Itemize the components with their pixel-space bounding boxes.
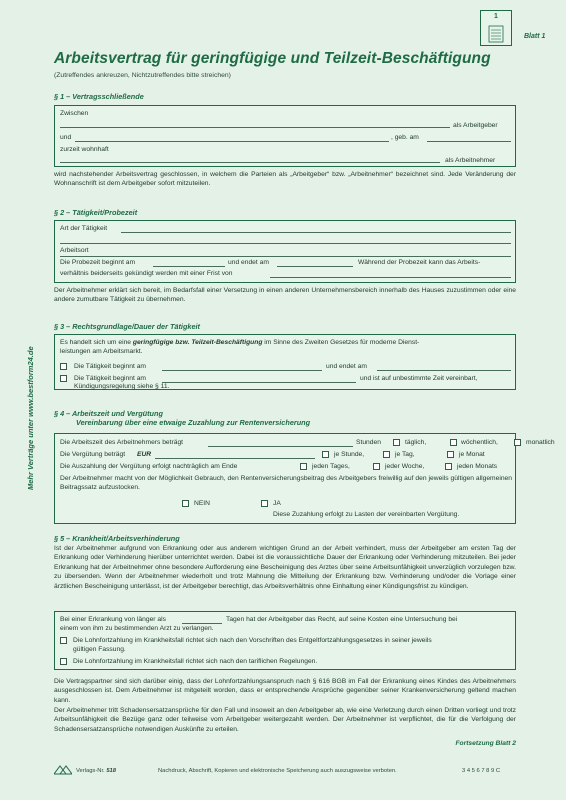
side-advert-text: Mehr Verträge unter www.bestform24.de bbox=[26, 346, 35, 490]
end-date-line[interactable] bbox=[377, 370, 511, 371]
label-waehrend-probezeit: Während der Probezeit kann das Arbeits- bbox=[358, 259, 481, 266]
label-untersuchung: Tagen hat der Arbeitgeber das Recht, auf seine Kosten eine Untersuchung bei bbox=[226, 616, 458, 623]
label-arbeitszeit: Die Arbeitszeit des Arbeitnehmers beträgt bbox=[60, 439, 184, 446]
working-hours-line[interactable] bbox=[208, 446, 353, 447]
label-taeglich: täglich, bbox=[405, 439, 427, 446]
employer-name-line[interactable] bbox=[60, 127, 450, 128]
wage-amount-line[interactable] bbox=[155, 458, 315, 459]
section-3-heading: § 3 – Rechtsgrundlage/Dauer der Tätigkeit bbox=[54, 322, 200, 331]
checkbox-taeglich[interactable] bbox=[393, 439, 400, 446]
label-stunden: Stunden bbox=[356, 439, 381, 446]
label-und-endet-am: und endet am bbox=[228, 259, 269, 266]
section-1-text: wird nachstehender Arbeitsvertrag geschlossen, in welchem die Parteien als „Arbeitgeber“ bzw. „Arbeitnehmer“ bezeichnet sind. Jede Veränderung der Wohnanschrift ist dem Arbeitgeber sofort mitzuteilen. bbox=[54, 171, 516, 188]
activity-line-2[interactable] bbox=[60, 243, 511, 244]
section-5-paragraph-2: Die Vertragspartner sind sich darüber einig, dass der Lohnfortzahlungsanspruch nach § 616 BGB im Fall der Erkrankung eines Kindes des Arbeitnehmers ausgeschlossen ist. Dem Arbeitnehmer ist mitgeteilt worden, dass er entsprechende Ansprüche gegenüber seiner Krankenversicherung geltend machen kann. bbox=[54, 678, 516, 704]
label-unbestimmte-zeit: und ist auf unbestimmte Zeit vereinbart, bbox=[360, 375, 478, 382]
checkbox-nein[interactable] bbox=[182, 500, 189, 507]
label-auszahlung: Die Auszahlung der Vergütung erfolgt nachträglich am Ende bbox=[60, 463, 238, 470]
label-zuzahlung: Diese Zuzahlung erfolgt zu Lasten der vereinbarten Vergütung. bbox=[273, 511, 460, 518]
label-jeden-monats: jeden Monats bbox=[457, 463, 498, 470]
label-ja: JA bbox=[273, 500, 281, 507]
checkbox-entgeltfortzahlungsgesetz[interactable] bbox=[60, 637, 67, 644]
label-als-arbeitgeber: als Arbeitgeber bbox=[453, 122, 498, 129]
activity-line[interactable] bbox=[121, 232, 511, 233]
label-taetigkeit-beginnt-1: Die Tätigkeit beginnt am bbox=[74, 363, 146, 370]
section-5-heading: § 5 – Krankheit/Arbeitsverhinderung bbox=[54, 534, 180, 543]
probation-start-line[interactable] bbox=[153, 266, 225, 267]
checkbox-jeder-woche[interactable] bbox=[373, 463, 380, 470]
section-4-heading: § 4 – Arbeitszeit und Vergütung bbox=[54, 409, 163, 418]
checkbox-befristet[interactable] bbox=[60, 363, 67, 370]
footer-verlag bbox=[76, 768, 116, 774]
label-zurzeit-wohnhaft: zurzeit wohnhaft bbox=[60, 146, 109, 153]
label-rentenversicherung: Der Arbeitnehmer macht von der Möglichkeit Gebrauch, den Rentenversicherungsbeitrag des Arbeitgebers freiwillig auf den jeweils gültigen allgemeinen Beitragssatz aufzustocken. bbox=[60, 475, 512, 492]
notice-period-line[interactable] bbox=[270, 277, 511, 278]
page-subtitle: (Zutreffendes ankreuzen, Nichtzutreffendes bitte streichen) bbox=[54, 72, 231, 79]
label-je-tag: je Tag, bbox=[395, 451, 415, 458]
section-1-heading: § 1 – Vertragsschließende bbox=[54, 92, 144, 101]
section-4-subheading: Vereinbarung über eine etwaige Zuzahlung zur Rentenversicherung bbox=[76, 418, 311, 427]
section-2-heading: § 2 – Tätigkeit/Probezeit bbox=[54, 208, 138, 217]
continued-note: Fortsetzung Blatt 2 bbox=[455, 740, 516, 747]
checkbox-jeden-monats[interactable] bbox=[445, 463, 452, 470]
section-2-text: Der Arbeitnehmer erklärt sich bereit, im Bedarfsfall einer Versetzung in einen anderen Unternehmensbereich innerhalb des Hauses zuzustimmen oder eine andere zumutbare Tätigkeit zu übernehmen. bbox=[54, 287, 516, 304]
label-monatlich: monatlich bbox=[526, 439, 555, 446]
sheet-label: Blatt 1 bbox=[524, 33, 546, 40]
footer-verlag-label: Verlags-Nr. bbox=[76, 768, 105, 774]
publisher-logo-icon bbox=[54, 765, 72, 775]
checkbox-monatlich[interactable] bbox=[514, 439, 521, 446]
label-kuendigungsfrist: verhältnis beiderseits gekündigt werden mit einer Frist von bbox=[60, 270, 233, 277]
checkbox-je-monat[interactable] bbox=[447, 451, 454, 458]
label-und: und bbox=[60, 134, 72, 141]
section-5-paragraph-3: Der Arbeitnehmer tritt Schadensersatzansprüche für den Fall und insoweit an den Arbeitgeber ab, wie eine Verletzung durch einen Dritten vorliegt und trotz Arbeitsunfähigkeit die Bezüge ganz oder teilweise vom Arbeitgeber weitergezahlt werden. Der Arbeitnehmer ist verpflichtet, die für die Verfolgung der Schadensersatzansprüche notwendigen Auskünfte zu erteilen. bbox=[54, 707, 516, 733]
label-als-arbeitnehmer: als Arbeitnehmer bbox=[445, 157, 496, 164]
label-art-der-taetigkeit: Art der Tätigkeit bbox=[60, 225, 108, 232]
checkbox-je-tag[interactable] bbox=[383, 451, 390, 458]
section-5-paragraph-1: Ist der Arbeitnehmer aufgrund von Erkrankung oder aus anderem wichtigen Grund an der Arbeit verhindert, muss der Arbeitgeber am ersten Tag der Erkrankung oder Verhinderung hierüber unterrichtet werden. Dabei ist die voraussichtliche Dauer der Erkrankung oder Verhinderung mitzuteilen. Bei jeder Erkrankung hat der Arbeitnehmer ohne besondere Aufforderung eine Bescheinigung des Arztes über seine Arbeitsunfähigkeit unverzüglich vorzulegen bzw. zu übersenden. Wenn der Arbeitnehmer wiederholt und trotz Mahnung die Mitteilung der Erkrankung bzw. Verhinderung und/oder die Vorlage einer ärztlichen Bescheinigung unterlässt, ist der Arbeitgeber berechtigt, das Arbeitsverhältnis ohne Einhaltung einer Kündigungsfrist zu kündigen. bbox=[54, 545, 516, 590]
label-erkrankung-laenger: Bei einer Erkrankung von länger als bbox=[60, 616, 166, 623]
label-geb-am: , geb. am bbox=[391, 134, 419, 141]
checkbox-tariflich[interactable] bbox=[60, 658, 67, 665]
label-je-monat: je Monat bbox=[459, 451, 485, 458]
start-date-line-2[interactable] bbox=[162, 382, 356, 383]
section-3-line-1a: Es handelt sich um eine bbox=[60, 339, 132, 346]
label-probezeit-beginnt: Die Probezeit beginnt am bbox=[60, 259, 136, 266]
workplace-line[interactable] bbox=[60, 256, 511, 257]
label-jeder-woche: jeder Woche, bbox=[385, 463, 425, 470]
page-title: Arbeitsvertrag für geringfügige und Teilzeit-Beschäftigung bbox=[54, 50, 491, 67]
label-jeden-tages: jeden Tages, bbox=[312, 463, 350, 470]
footer-code: 3 4 5 6 7 8 9 C bbox=[462, 768, 501, 774]
label-gueltige-fassung: gültigen Fassung. bbox=[73, 646, 126, 653]
label-verguetung: Die Vergütung beträgt bbox=[60, 451, 126, 458]
employee-name-line[interactable] bbox=[75, 141, 389, 142]
footer-copyright: Nachdruck, Abschrift, Kopieren und elektronische Speicherung auch auszugsweise verboten. bbox=[158, 768, 397, 774]
label-taetigkeit-beginnt-2: Die Tätigkeit beginnt am bbox=[74, 375, 146, 382]
checkbox-je-stunde[interactable] bbox=[322, 451, 329, 458]
checkbox-unbefristet[interactable] bbox=[60, 375, 67, 382]
label-lohnfortzahlung-gesetz: Die Lohnfortzahlung im Krankheitsfall richtet sich nach den Vorschriften des Entgeltfortzahlungsgesetzes in seiner jeweils bbox=[73, 637, 432, 644]
label-woechentlich: wöchentlich, bbox=[461, 439, 498, 446]
label-nein: NEIN bbox=[194, 500, 210, 507]
start-date-line-1[interactable] bbox=[162, 370, 322, 371]
sheet-number-box bbox=[480, 10, 512, 46]
label-und-endet-am-3: und endet am bbox=[326, 363, 367, 370]
section-3-line-1b: geringfügige bzw. Teilzeit-Beschäftigung bbox=[132, 339, 263, 346]
label-arbeitsort: Arbeitsort bbox=[60, 247, 89, 254]
label-arzt: einem von ihm zu bestimmenden Arzt zu verlangen. bbox=[60, 625, 214, 632]
checkbox-woechentlich[interactable] bbox=[450, 439, 457, 446]
label-je-stunde: je Stunde, bbox=[334, 451, 365, 458]
employee-address-line[interactable] bbox=[60, 162, 440, 163]
checkbox-ja[interactable] bbox=[261, 500, 268, 507]
sheet-number: 1 bbox=[494, 13, 498, 20]
section-3-line-1c: im Sinne des Zweiten Gesetzes für moderne Dienst- bbox=[264, 339, 420, 346]
label-eur: EUR bbox=[137, 451, 152, 458]
form-stack-icon bbox=[481, 23, 511, 45]
label-lohnfortzahlung-tariflich: Die Lohnfortzahlung im Krankheitsfall richtet sich nach den tariflichen Regelungen. bbox=[73, 658, 318, 665]
label-zwischen: Zwischen bbox=[60, 110, 89, 117]
probation-end-line[interactable] bbox=[277, 266, 353, 267]
section-3-line-1 bbox=[60, 338, 419, 347]
footer-verlag-number: 518 bbox=[106, 768, 116, 774]
checkbox-jeden-tages[interactable] bbox=[300, 463, 307, 470]
section-3-line-2: leistungen am Arbeitsmarkt. bbox=[60, 348, 143, 355]
label-kuendigungsregelung: Kündigungsregelung siehe § 11. bbox=[74, 383, 170, 390]
birth-date-line[interactable] bbox=[427, 141, 511, 142]
